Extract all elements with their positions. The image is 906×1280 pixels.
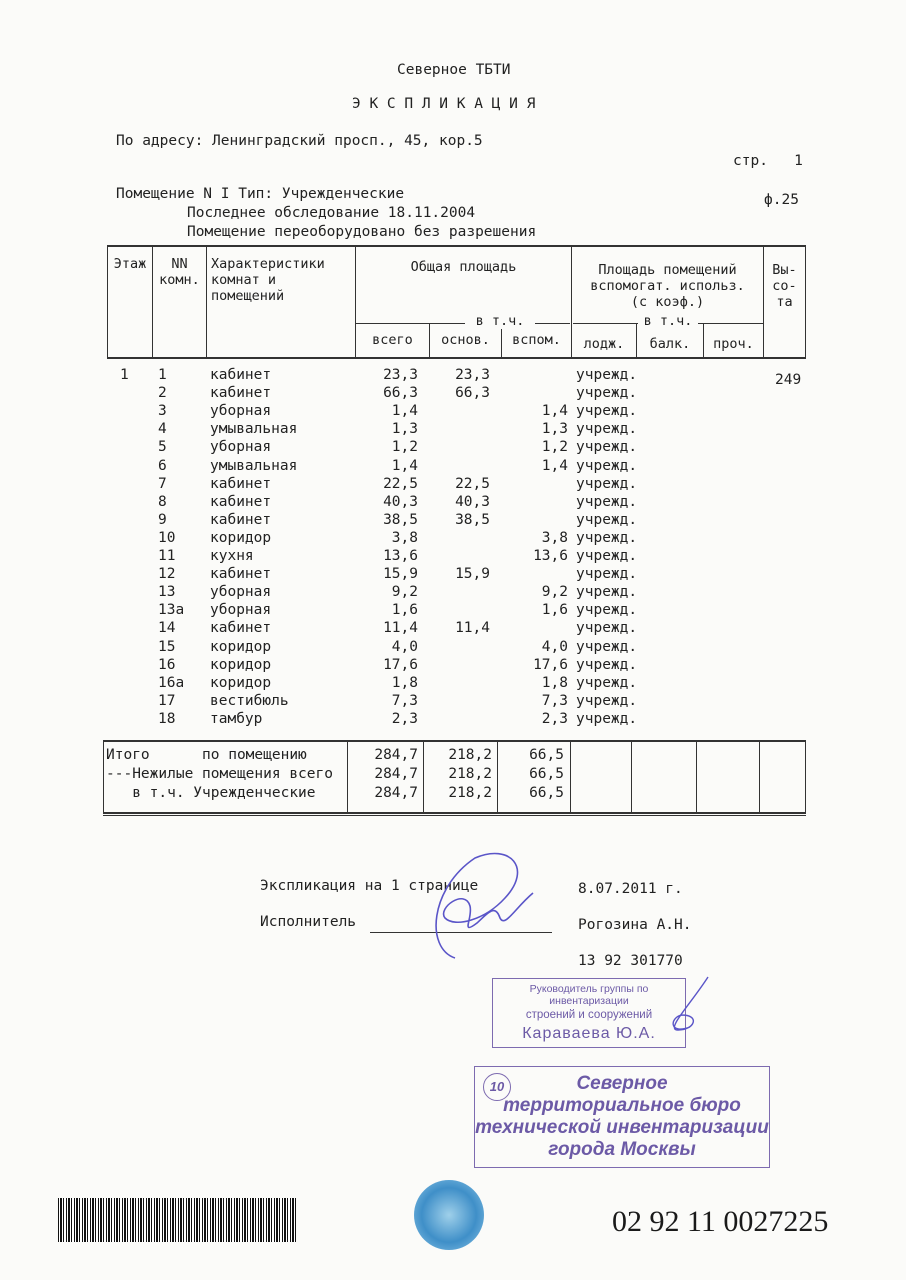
table-row <box>0 620 906 638</box>
table-row <box>0 711 906 729</box>
area-total: 66,3 <box>383 385 418 402</box>
col-incl2: в т.ч. <box>638 313 698 329</box>
room-type: учрежд. <box>576 385 638 402</box>
stamp-signature <box>660 975 720 1045</box>
stamp-line: строений и сооружений <box>525 1009 653 1021</box>
table-row <box>0 421 906 439</box>
area-main: 11,4 <box>455 620 490 637</box>
area-total: 1,4 <box>391 403 418 420</box>
room-number: 17 <box>158 692 176 709</box>
area-main: 38,5 <box>455 511 490 528</box>
totals-area-main: 218,2 <box>448 747 492 763</box>
room-number: 4 <box>158 421 167 438</box>
address: По адресу: Ленинградский просп., 45, кор.5 <box>116 133 483 149</box>
area-total: 13,6 <box>383 548 418 564</box>
col-total-area: Общая площадь <box>410 259 517 275</box>
table-row <box>0 512 906 530</box>
area-total: 15,9 <box>383 566 418 583</box>
area-main: 66,3 <box>455 385 490 402</box>
room-number: 16 <box>158 656 176 673</box>
room-name: тамбур <box>210 710 263 727</box>
area-total: 1,4 <box>391 457 418 474</box>
totals-area-main: 218,2 <box>448 766 492 782</box>
room-name: коридор <box>210 674 272 691</box>
room-name: коридор <box>210 656 272 673</box>
area-aux: 1,4 <box>541 457 568 474</box>
executor-name: Рогозина А.Н. <box>578 917 692 933</box>
col-floor: Этаж <box>113 256 147 272</box>
room-name: уборная <box>210 439 272 456</box>
room-number: 16а <box>158 674 185 691</box>
room-type: учрежд. <box>576 638 638 655</box>
totals-area-total: 284,7 <box>374 766 418 782</box>
area-aux: 2,3 <box>541 710 568 727</box>
room-name: умывальная <box>210 457 298 474</box>
table-row <box>0 494 906 512</box>
room-type: учрежд. <box>576 548 638 564</box>
room-number: 5 <box>158 439 167 456</box>
area-total: 2,3 <box>391 710 418 727</box>
form-number: ф.25 <box>764 192 799 208</box>
barcode <box>58 1198 296 1242</box>
room-type: учрежд. <box>576 475 638 492</box>
room-name: кабинет <box>210 475 272 492</box>
col-height: Вы- со- та <box>772 262 797 310</box>
room-name: уборная <box>210 602 272 619</box>
col-incl: в т.ч. <box>465 313 535 329</box>
reequip-note: Помещение переоборудовано без разрешения <box>187 224 537 240</box>
area-aux: 3,8 <box>541 529 568 546</box>
table-row <box>0 639 906 657</box>
area-total: 22,5 <box>383 475 418 492</box>
table-row <box>0 385 906 403</box>
col-total: всего <box>372 332 413 348</box>
totals-label: в т.ч. Учрежденческие <box>106 785 316 801</box>
totals-row <box>0 747 906 765</box>
room-name: умывальная <box>210 421 298 438</box>
table-row <box>0 675 906 693</box>
room-type: учрежд. <box>576 403 638 420</box>
room-number: 2 <box>158 385 167 402</box>
room-type: учрежд. <box>576 710 638 727</box>
totals-area-aux: 66,5 <box>529 766 564 782</box>
table-row <box>0 458 906 476</box>
room-type: учрежд. <box>576 421 638 438</box>
area-total: 1,6 <box>391 602 418 619</box>
area-main: 15,9 <box>455 566 490 583</box>
room-name: кабинет <box>210 367 272 383</box>
room-type: учрежд. <box>576 511 638 528</box>
totals-area-total: 284,7 <box>374 747 418 763</box>
room-name: кабинет <box>210 620 272 637</box>
area-total: 1,2 <box>391 439 418 456</box>
totals-label: Итого по помещению <box>106 747 307 763</box>
room-type-line: Помещение N I Тип: Учрежденческие <box>116 186 405 202</box>
room-number: 11 <box>158 548 176 564</box>
stamp-line: Руководитель группы по инвентаризации <box>529 983 649 1007</box>
area-aux: 1,8 <box>541 674 568 691</box>
area-aux: 1,6 <box>541 602 568 619</box>
room-number: 12 <box>158 566 176 583</box>
room-type: учрежд. <box>576 367 638 383</box>
area-aux: 9,2 <box>541 584 568 601</box>
room-number: 7 <box>158 475 167 492</box>
area-main: 22,5 <box>455 475 490 492</box>
table-row <box>0 566 906 584</box>
col-aux: вспом. <box>512 332 561 348</box>
table-row <box>0 476 906 494</box>
area-total: 9,2 <box>391 584 418 601</box>
room-type: учрежд. <box>576 566 638 583</box>
floor-value: 1 <box>120 367 129 383</box>
totals-label: ---Нежилые помещения всего <box>106 766 333 782</box>
room-type: учрежд. <box>576 493 638 510</box>
totals-area-total: 284,7 <box>374 785 418 801</box>
area-aux: 7,3 <box>541 692 568 709</box>
page-number: стр. 1 <box>733 153 803 169</box>
doc-title: Э К С П Л И К А Ц И Я <box>352 96 536 112</box>
table-row <box>0 657 906 675</box>
table-row <box>0 367 906 385</box>
room-name: кабинет <box>210 566 272 583</box>
room-type: учрежд. <box>576 529 638 546</box>
area-total: 1,8 <box>391 674 418 691</box>
serial-number: 02 92 11 0027225 <box>612 1205 829 1238</box>
signature-scribble <box>415 848 545 963</box>
totals-row <box>0 766 906 784</box>
stamp-name: Караваева Ю.А. <box>522 1025 656 1042</box>
area-total: 23,3 <box>383 367 418 383</box>
code-number: 13 92 301770 <box>578 953 683 969</box>
col-loggia: лодж. <box>583 336 625 352</box>
table-row <box>0 548 906 566</box>
area-aux: 17,6 <box>533 656 568 673</box>
area-aux: 4,0 <box>541 638 568 655</box>
height-value: 249 <box>775 372 802 388</box>
room-name: кабинет <box>210 385 272 402</box>
bureau-stamp <box>474 1066 770 1168</box>
room-type: учрежд. <box>576 584 638 601</box>
area-total: 4,0 <box>391 638 418 655</box>
manager-stamp <box>492 978 686 1048</box>
room-number: 8 <box>158 493 167 510</box>
table-row <box>0 584 906 602</box>
area-total: 17,6 <box>383 656 418 673</box>
area-total: 3,8 <box>391 529 418 546</box>
stamp-line: Северное <box>576 1073 668 1094</box>
totals-row <box>0 785 906 803</box>
table-row <box>0 693 906 711</box>
col-nn: NN комн. <box>159 256 200 288</box>
room-name: кабинет <box>210 493 272 510</box>
stamp-line: технической инвентаризации <box>475 1117 769 1138</box>
room-name: уборная <box>210 584 272 601</box>
org-name: Северное ТБТИ <box>397 62 511 78</box>
area-main: 40,3 <box>455 493 490 510</box>
pages-note: Экспликация на 1 странице <box>260 878 479 894</box>
area-total: 11,4 <box>383 620 418 637</box>
table-row <box>0 602 906 620</box>
room-number: 1 <box>158 367 167 383</box>
col-aux-area: Площадь помещений вспомогат. использ. (с коэф.) <box>590 262 745 310</box>
room-number: 15 <box>158 638 176 655</box>
room-name: кухня <box>210 548 254 564</box>
room-name: кабинет <box>210 511 272 528</box>
area-main: 23,3 <box>455 367 490 383</box>
room-name: коридор <box>210 638 272 655</box>
hologram-seal <box>414 1180 484 1250</box>
col-other: проч. <box>713 336 754 352</box>
room-number: 6 <box>158 457 167 474</box>
room-number: 3 <box>158 403 167 420</box>
room-type: учрежд. <box>576 620 638 637</box>
room-type: учрежд. <box>576 457 638 474</box>
room-type: учрежд. <box>576 602 638 619</box>
room-name: уборная <box>210 403 272 420</box>
room-number: 13а <box>158 602 185 619</box>
table-row <box>0 439 906 457</box>
room-type: учрежд. <box>576 656 638 673</box>
col-main: основ. <box>441 332 490 348</box>
area-total: 1,3 <box>391 421 418 438</box>
stamp-circle-number: 10 <box>483 1073 511 1101</box>
room-type: учрежд. <box>576 439 638 456</box>
totals-area-aux: 66,5 <box>529 747 564 763</box>
room-number: 14 <box>158 620 176 637</box>
executor-label: Исполнитель <box>260 914 357 930</box>
area-total: 7,3 <box>391 692 418 709</box>
room-name: коридор <box>210 529 272 546</box>
table-row <box>0 530 906 548</box>
room-number: 9 <box>158 511 167 528</box>
col-characteristics: Характеристики комнат и помещений <box>211 256 325 304</box>
stamp-line: города Москвы <box>548 1139 696 1160</box>
totals-area-aux: 66,5 <box>529 785 564 801</box>
stamp-line: территориальное бюро <box>503 1095 741 1116</box>
totals-area-main: 218,2 <box>448 785 492 801</box>
area-aux: 1,2 <box>541 439 568 456</box>
room-number: 13 <box>158 584 176 601</box>
room-name: вестибюль <box>210 692 289 709</box>
room-number: 10 <box>158 529 176 546</box>
col-balcony: балк. <box>649 336 691 352</box>
area-aux: 1,4 <box>541 403 568 420</box>
room-number: 18 <box>158 710 176 727</box>
table-row <box>0 403 906 421</box>
area-aux: 1,3 <box>541 421 568 438</box>
room-type: учрежд. <box>576 674 638 691</box>
last-survey: Последнее обследование 18.11.2004 <box>187 205 476 221</box>
room-type: учрежд. <box>576 692 638 709</box>
area-aux: 13,6 <box>533 548 568 564</box>
area-total: 38,5 <box>383 511 418 528</box>
area-total: 40,3 <box>383 493 418 510</box>
date: 8.07.2011 г. <box>578 881 683 897</box>
